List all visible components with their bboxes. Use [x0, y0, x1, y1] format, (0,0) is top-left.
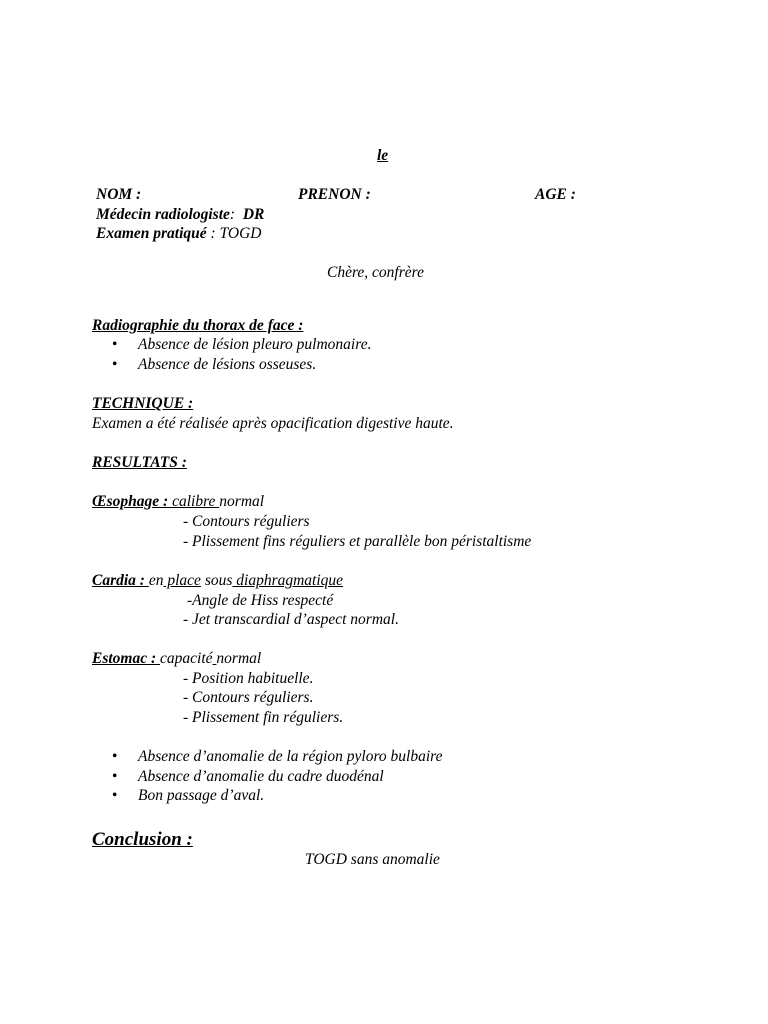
cardia-value-part: sous: [200, 572, 233, 589]
bullet-icon: •: [112, 787, 118, 804]
technique-text: Examen a été réalisée après opacification digestive haute.: [92, 415, 454, 432]
technique-heading: TECHNIQUE :: [92, 395, 194, 412]
date-line: le: [377, 147, 389, 164]
bullet-icon: •: [112, 336, 118, 353]
cardia-value-part: place: [163, 572, 201, 589]
examen-label: Examen pratiqué: [96, 225, 207, 242]
medecin-sep: :: [229, 206, 236, 223]
conclusion-heading: Conclusion :: [92, 829, 193, 850]
age-label: AGE :: [535, 186, 576, 203]
oesophage-item: - Plissement fins réguliers et parallèle bon péristaltisme: [183, 533, 532, 550]
list-item: [112, 747, 442, 767]
cardia-value-part: diaphragmatique: [232, 572, 344, 589]
bullet-icon: •: [112, 767, 118, 785]
thorax-heading: Radiographie du thorax de face :: [92, 317, 304, 334]
medecin-label: Médecin radiologiste: [96, 206, 230, 223]
oesophage-value: normal: [219, 493, 265, 510]
oesophage-label: Œsophage :: [92, 493, 173, 510]
examen-value: : TOGD: [210, 225, 262, 242]
summary-list: [112, 747, 442, 806]
salutation: Chère, confrère: [327, 264, 424, 281]
cardia-item: - Jet transcardial d’aspect normal.: [183, 611, 399, 628]
estomac-item: - Plissement fin réguliers.: [183, 709, 344, 726]
oesophage-line: [92, 492, 264, 511]
estomac-value-part: capacité: [160, 650, 213, 667]
cardia-label: Cardia :: [92, 572, 149, 589]
oesophage-value-underlined: calibre: [172, 493, 220, 510]
cardia-item: -Angle de Hiss respecté: [187, 592, 334, 609]
medecin-line: [96, 205, 264, 224]
conclusion-text: TOGD sans anomalie: [305, 851, 440, 868]
prenom-label: PRENON :: [298, 186, 371, 203]
estomac-value-part: normal: [216, 650, 262, 667]
cardia-line: [92, 571, 343, 590]
thorax-list: [112, 335, 371, 374]
list-item-text: Absence d’anomalie du cadre duodénal: [138, 767, 384, 785]
bullet-icon: •: [112, 748, 118, 765]
list-item-text: Absence de lésion pleuro pulmonaire.: [138, 336, 372, 353]
estomac-item: - Contours réguliers.: [183, 689, 314, 706]
bullet-icon: •: [112, 355, 118, 373]
list-item: [112, 786, 442, 806]
list-item-text: Bon passage d’aval.: [138, 787, 265, 804]
estomac-item: - Position habituelle.: [183, 670, 314, 687]
medecin-value: DR: [242, 206, 265, 223]
estomac-line: [92, 649, 261, 668]
list-item-text: Absence d’anomalie de la région pyloro bulbaire: [138, 748, 443, 765]
estomac-label: Estomac :: [92, 650, 161, 667]
examen-line: [96, 224, 262, 243]
cardia-value-part: en: [148, 572, 164, 589]
oesophage-item: - Contours réguliers: [183, 513, 310, 530]
nom-label: NOM :: [96, 186, 142, 203]
list-item: [112, 767, 442, 787]
list-item-text: Absence de lésions osseuses.: [138, 355, 317, 373]
list-item: [112, 355, 371, 375]
list-item: [112, 335, 371, 355]
resultats-heading: RESULTATS :: [92, 454, 187, 471]
